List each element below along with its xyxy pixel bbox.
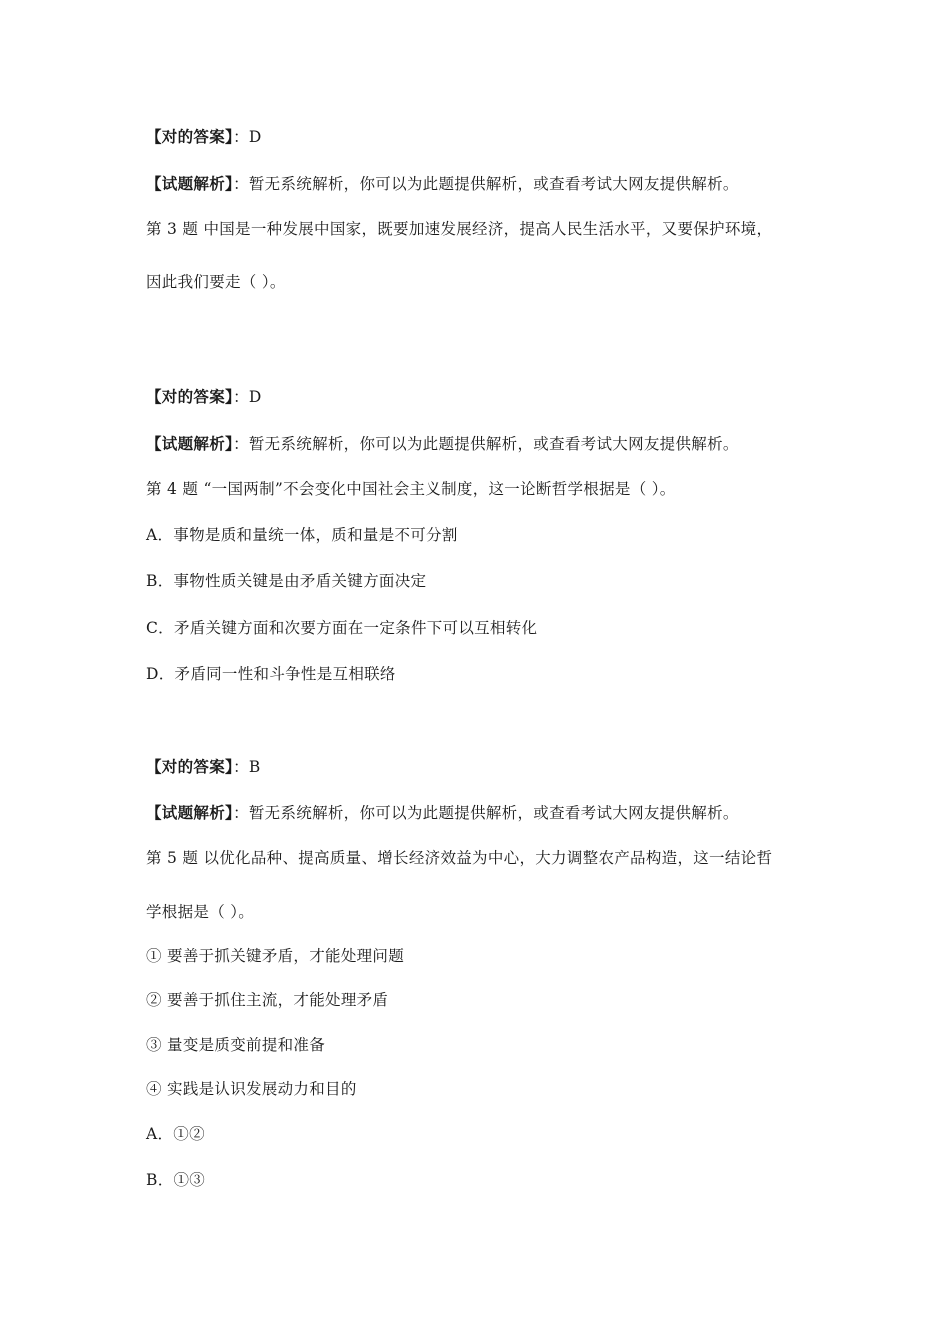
answer-separator: ： [233,388,249,406]
answer-value: D [248,128,262,146]
analysis-label: 【试题解析】 [146,174,234,193]
question-5-option-b: B．①③ [146,1171,206,1189]
question-5-statement-2: ② 要善于抓住主流，才能处理矛盾 [146,991,389,1009]
analysis-separator: ： [233,175,249,193]
answer-line [146,757,261,777]
answer-separator: ： [233,128,249,146]
question-5-option-a: A．①② [146,1125,205,1143]
answer-value: B [248,758,261,776]
analysis-label: 【试题解析】 [146,803,234,822]
question-4-option-c: C．矛盾关键方面和次要方面在一定条件下可以互相转化 [146,619,538,637]
analysis-text: 暂无系统解析，你可以为此题提供解析，或查看考试大网友提供解析。 [248,175,739,193]
answer-label: 【对的答案】 [146,127,234,146]
analysis-text: 暂无系统解析，你可以为此题提供解析，或查看考试大网友提供解析。 [248,804,739,822]
analysis-separator: ： [233,804,249,822]
analysis-text: 暂无系统解析，你可以为此题提供解析，或查看考试大网友提供解析。 [248,435,739,453]
analysis-line [146,174,739,194]
question-5-stem-line-1: 第 5 题 以优化品种、提高质量、增长经济效益为中心，大力调整农产品构造，这一结论哲 [146,849,773,867]
analysis-separator: ： [233,435,249,453]
question-5-statement-3: ③ 量变是质变前提和准备 [146,1036,326,1054]
question-5-statement-1: ① 要善于抓关键矛盾，才能处理问题 [146,947,405,965]
question-3-stem-line-1: 第 3 题 中国是一种发展中国家，既要加速发展经济，提高人民生活水平，又要保护环境， [146,220,773,238]
question-4-option-d: D．矛盾同一性和斗争性是互相联络 [146,665,396,683]
question-3-stem-line-2: 因此我们要走（ ）。 [146,273,286,291]
answer-line [146,127,262,147]
answer-value: D [248,388,262,406]
question-4-option-a: A．事物是质和量统一体，质和量是不可分割 [146,526,458,544]
analysis-line [146,434,739,454]
answer-label: 【对的答案】 [146,757,234,776]
answer-line [146,387,262,407]
question-5-statement-4: ④ 实践是认识发展动力和目的 [146,1080,357,1098]
analysis-label: 【试题解析】 [146,434,234,453]
answer-label: 【对的答案】 [146,387,234,406]
answer-separator: ： [233,758,249,776]
question-5-stem-line-2: 学根据是（ ）。 [146,903,255,921]
analysis-line [146,803,739,823]
question-4-option-b: B．事物性质关键是由矛盾关键方面决定 [146,572,427,590]
question-4-stem: 第 4 题 “一国两制”不会变化中国社会主义制度，这一论断哲学根据是（ ）。 [146,480,676,498]
